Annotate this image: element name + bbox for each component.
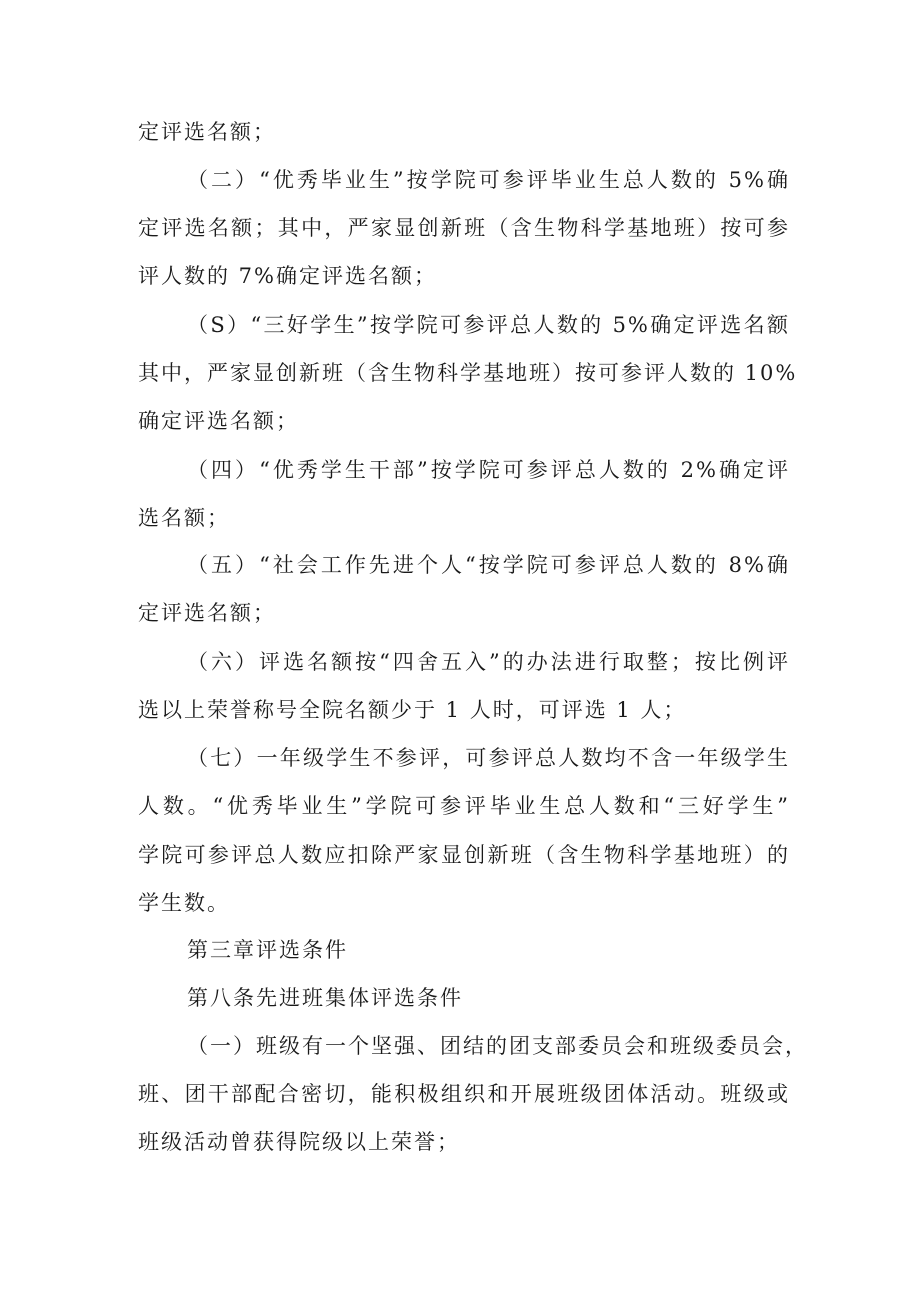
text-line: 定评选名额； — [138, 601, 276, 625]
text-line: 班、团干部配合密切，能积极组织和开展班级团体活动。班级或 — [138, 1082, 790, 1106]
paragraph-first-line: （五）“社会工作先进个人“按学院可参评总人数的 8%确 — [187, 553, 790, 577]
text-line: 定评选名额；其中，严家显创新班（含生物科学基地班）按可参 — [138, 216, 790, 240]
text-line: 评人数的 7%确定评选名额； — [138, 264, 437, 288]
paragraph-first-line: （S）“三好学生”按学院可参评总人数的 5%确定评选名额 — [187, 313, 790, 337]
text-line: 班级活动曾获得院级以上荣誉； — [138, 1130, 460, 1154]
paragraph-first-line: （六）评选名额按“四舍五入”的办法进行取整；按比例评 — [187, 650, 790, 674]
paragraph-first-line: （七）一年级学生不参评，可参评总人数均不含一年级学生 — [187, 746, 790, 770]
paragraph-first-line: （四）“优秀学生干部”按学院可参评总人数的 2%确定评 — [187, 458, 790, 482]
text-line: 人数。“优秀毕业生”学院可参评毕业生总人数和“三好学生” — [138, 794, 790, 818]
text-line: 学生数。 — [138, 891, 230, 915]
text-line: 选以上荣誉称号全院名额少于 1 人时，可评选 1 人； — [138, 698, 687, 722]
text-line: 学院可参评总人数应扣除严家显创新班（含生物科学基地班）的 — [138, 843, 790, 867]
text-line: 确定评选名额； — [138, 409, 299, 433]
paragraph-first-line: （二）“优秀毕业生”按学院可参评毕业生总人数的 5%确 — [187, 168, 790, 192]
text-line: 其中，严家显创新班（含生物科学基地班）按可参评人数的 10% — [138, 361, 798, 385]
text-line: 选名额； — [138, 506, 230, 530]
text-line: 定评选名额； — [138, 120, 276, 144]
paragraph-first-line: （一）班级有一个坚强、团结的团支部委员会和班级委员会， — [187, 1034, 808, 1058]
chapter-heading: 第三章评选条件 — [187, 938, 348, 962]
article-heading: 第八条先进班集体评选条件 — [187, 986, 463, 1010]
